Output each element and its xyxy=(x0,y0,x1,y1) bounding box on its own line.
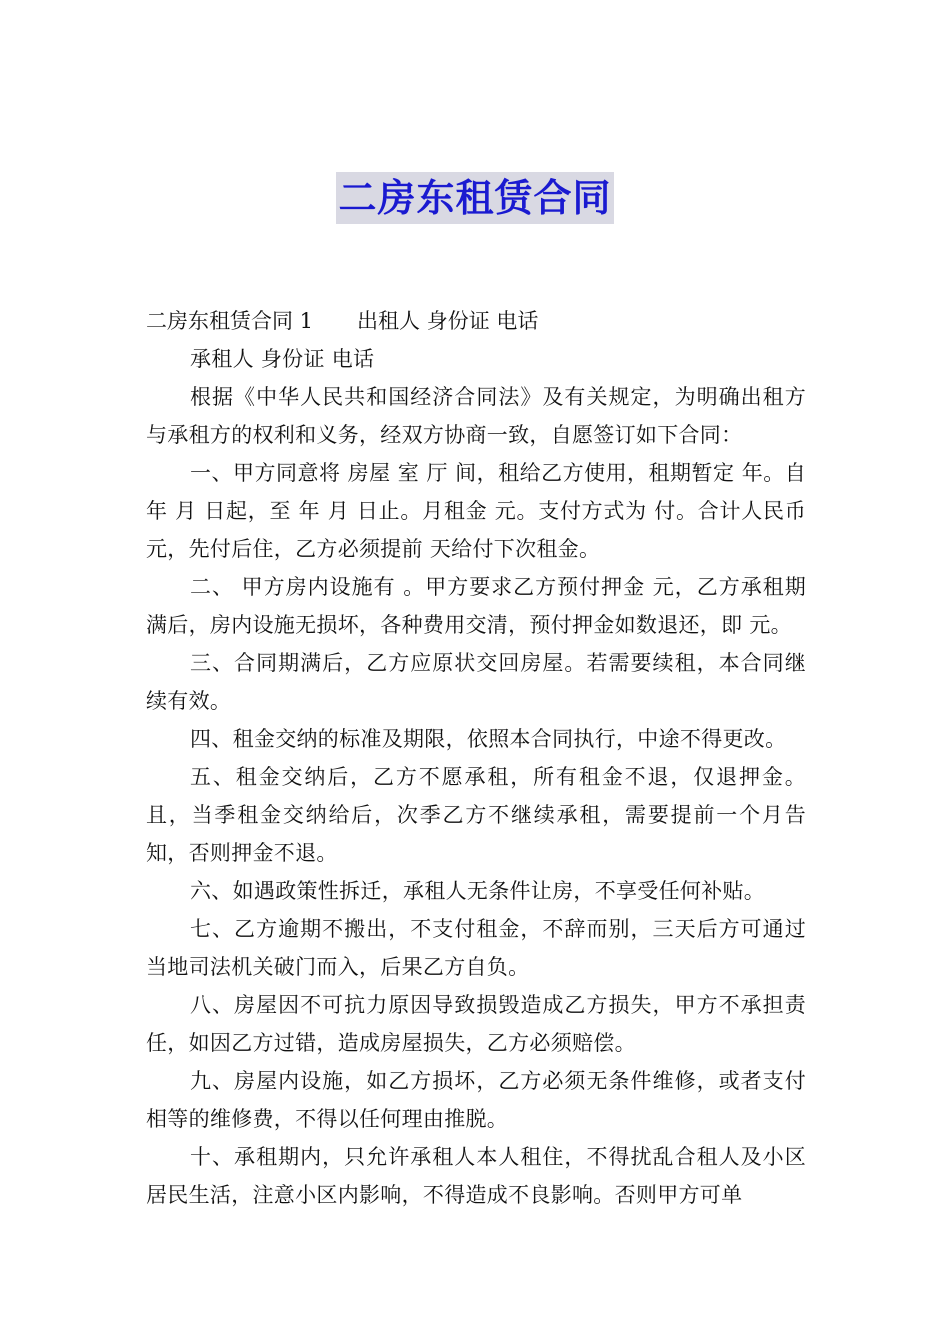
clause-3: 三、合同期满后，乙方应原状交回房屋。若需要续租，本合同继续有效。 xyxy=(146,651,806,713)
clause-5: 五、租金交纳后，乙方不愿承租，所有租金不退，仅退押金。且，当季租金交纳给后，次季乙方不继续承租，需要提前一个月告知，否则押金不退。 xyxy=(146,765,806,865)
title-container xyxy=(0,172,950,224)
document-body xyxy=(146,302,806,1214)
clause-6: 六、如遇政策性拆迁，承租人无条件让房，不享受任何补贴。 xyxy=(190,879,766,903)
clause-1: 一、甲方同意将 房屋 室 厅 间，租给乙方使用，租期暂定 年。自 年 月 日起，至 年 月 日止。月租金 元。支付方式为 付。合计人民币 元，先付后住，乙方必须提前 天给付下次租金。 xyxy=(146,461,806,561)
paragraph-preamble: 根据《中华人民共和国经济合同法》及有关规定，为明确出租方与承租方的权利和义务，经双方协商一致，自愿签订如下合同： xyxy=(146,385,806,447)
clause-8: 八、房屋因不可抗力原因导致损毁造成乙方损失，甲方不承担责任，如因乙方过错，造成房屋损失，乙方必须赔偿。 xyxy=(146,993,806,1055)
heading-parties: 出租人 身份证 电话 xyxy=(357,309,539,333)
clause-10: 十、承租期内，只允许承租人本人租住，不得扰乱合租人及小区居民生活，注意小区内影响，不得造成不良影响。否则甲方可单 xyxy=(146,1145,806,1207)
document-title: 二房东租赁合同 xyxy=(336,172,613,224)
clause-7: 七、乙方逾期不搬出，不支付租金，不辞而别，三天后方可通过当地司法机关破门而入，后果乙方自负。 xyxy=(146,917,806,979)
clause-2: 二、 甲方房内设施有 。甲方要求乙方预付押金 元，乙方承租期满后，房内设施无损坏，各种费用交清，预付押金如数退还，即 元。 xyxy=(146,575,806,637)
heading-label: 二房东租赁合同 1 xyxy=(146,309,314,333)
paragraph-tenant-info: 承租人 身份证 电话 xyxy=(190,347,375,371)
heading-line xyxy=(146,302,806,340)
clause-9: 九、房屋内设施，如乙方损坏，乙方必须无条件维修，或者支付相等的维修费，不得以任何理由推脱。 xyxy=(146,1069,806,1131)
clause-4: 四、租金交纳的标准及期限，依照本合同执行，中途不得更改。 xyxy=(190,727,787,751)
